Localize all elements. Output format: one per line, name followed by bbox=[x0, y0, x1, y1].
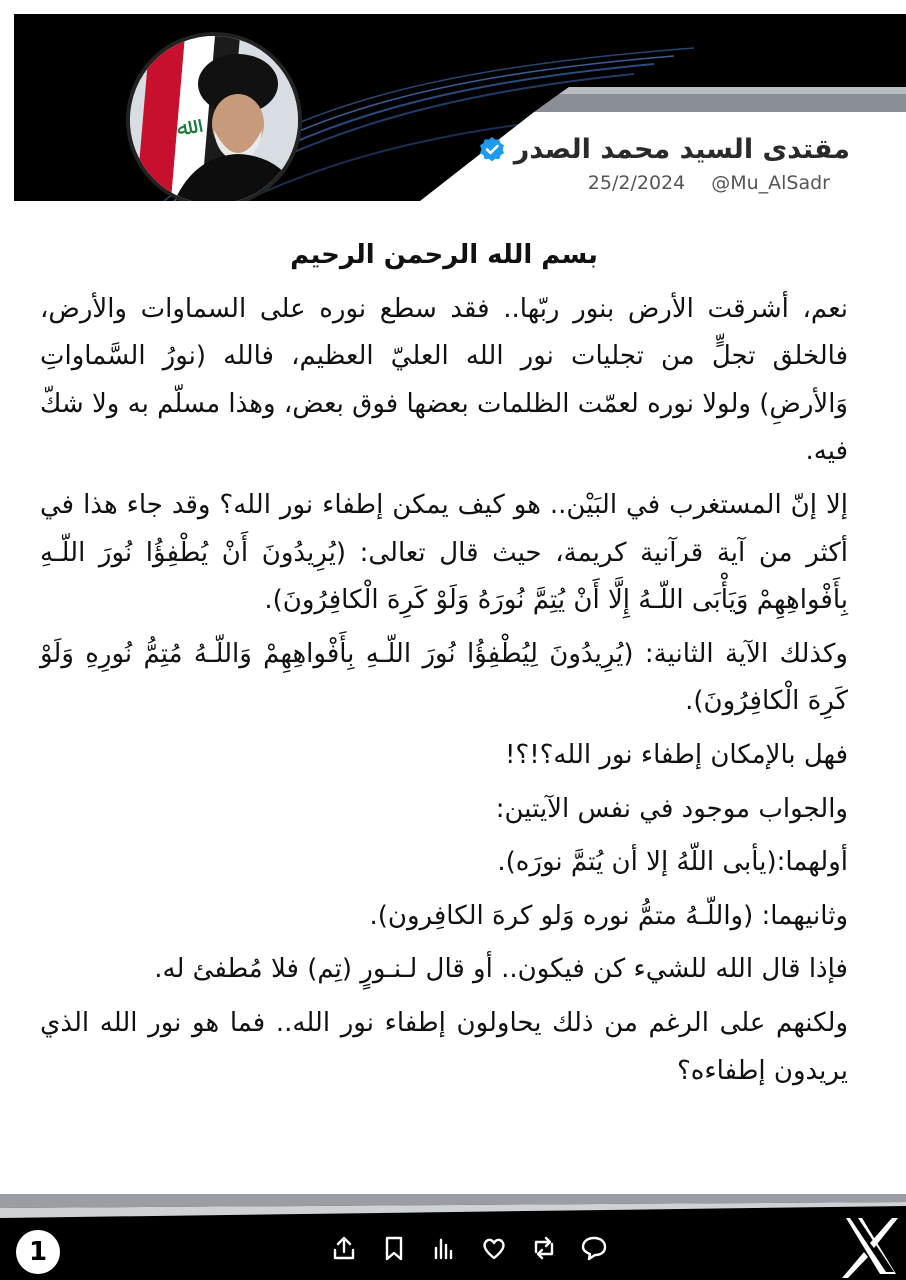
post-date: 25/2/2024 bbox=[587, 172, 686, 194]
repost-icon[interactable] bbox=[530, 1234, 558, 1262]
post-paragraph: وثانيهما: (واللّـهُ متمُّ نوره وَلو كرهَ الكافِرون). bbox=[369, 900, 848, 931]
meta-row bbox=[588, 172, 830, 194]
post-paragraph: فهل بالإمكان إطفاء نور الله؟!؟! bbox=[504, 739, 848, 770]
x-logo-icon[interactable] bbox=[842, 1214, 900, 1278]
display-name[interactable]: مقتدى السيد محمد الصدر bbox=[513, 134, 850, 165]
post-body bbox=[40, 232, 848, 1101]
profile-avatar[interactable] bbox=[126, 32, 302, 201]
post-paragraph: ولكنهم على الرغم من ذلك يحاولون إطفاء نور الله.. فما هو نور الله الذي يريدون إطفاءه؟ bbox=[40, 1007, 848, 1086]
post-paragraph: وكذلك الآية الثانية: (يُرِيدُونَ لِيُطْفِؤُا نُورَ اللّـهِ بِأَفْواهِهِمْ وَاللّـهُ مُتِمُّ نُورِهِ وَلَوْ كَرِهَ الْكافِرُونَ). bbox=[40, 638, 848, 717]
share-icon[interactable] bbox=[330, 1234, 358, 1262]
avatar-portrait-icon bbox=[130, 36, 302, 201]
post-paragraph: فإذا قال الله للشيء كن فيكون.. أو قال لـنـورٍ (تِم) فلا مُطفئ له. bbox=[154, 954, 848, 985]
profile-header bbox=[14, 14, 906, 201]
bookmark-icon[interactable] bbox=[380, 1234, 408, 1262]
post-paragraph: إلا إنّ المستغرب في البَيْن.. هو كيف يمكن إطفاء نور الله؟ وقد جاء هذا في أكثر من آية قرآنية كريمة، حيث قال تعالى: (يُرِيدُونَ أَنْ يُطْفِؤُا نُورَ اللّـهِ بِأَفْواهِهِمْ وَيَأْبَى اللّـهُ إِلَّا أَنْ يُتِمَّ نُورَهُ وَلَوْ كَرِهَ الْكافِرُونَ). bbox=[40, 489, 848, 616]
post-paragraph: نعم، أشرقت الأرض بنور ربّها.. فقد سطع نوره على السماوات والأرض، فالخلق تجلٍّ من تجليات نور الله العليّ العظيم، فالله (نورُ السَّماواتِ وَالأرضِ) ولولا نوره لعمّت الظلمات بعضها فوق بعض، وهذا مسلّم به ولا شكّ فيه. bbox=[40, 293, 848, 467]
user-handle[interactable]: @Mu_AlSadr bbox=[711, 172, 830, 194]
views-icon[interactable] bbox=[430, 1234, 458, 1262]
like-icon[interactable] bbox=[480, 1234, 508, 1262]
name-row bbox=[478, 134, 850, 165]
svg-text:ﷲ: ﷲ bbox=[174, 115, 192, 142]
verified-badge-icon bbox=[478, 136, 506, 164]
post-title: بسم الله الرحمن الرحيم bbox=[290, 240, 598, 270]
page-number-badge: 1 bbox=[16, 1230, 60, 1274]
post-paragraph: والجواب موجود في نفس الآيتين: bbox=[495, 793, 848, 824]
post-paragraph: أولهما:(يأبى اللّهُ إلا أن يُتمَّ نورَه). bbox=[497, 847, 848, 878]
action-bar bbox=[330, 1234, 608, 1262]
reply-icon[interactable] bbox=[580, 1234, 608, 1262]
